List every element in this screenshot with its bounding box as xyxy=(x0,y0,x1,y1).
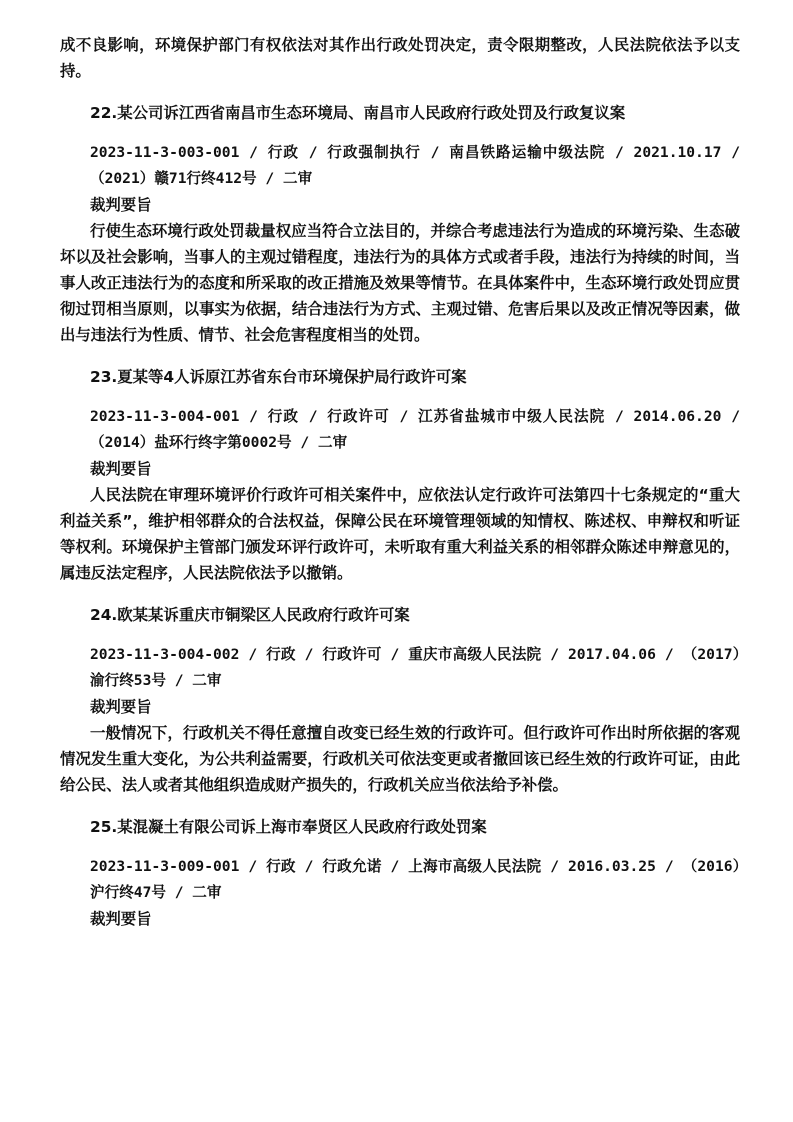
case-body: 一般情况下，行政机关不得任意擅自改变已经生效的行政许可。但行政许可作出时所依据的客观情况发生重大变化，为公共利益需要，行政机关可依法变更或者撤回该已经生效的行政许可证，由此给公民、法人或者其他组织造成财产损失的，行政机关应当依法给予补偿。 xyxy=(60,724,740,794)
case-label: 裁判要旨 xyxy=(90,910,152,928)
case-25 xyxy=(60,814,740,932)
case-24 xyxy=(60,602,740,798)
case-title: 24.欧某某诉重庆市铜梁区人民政府行政许可案 xyxy=(90,606,410,624)
case-meta: 2023-11-3-004-001 / 行政 / 行政许可 / 江苏省盐城市中级人民法院 / 2014.06.20 / （2014）盐环行终字第0002号 / 二审 xyxy=(90,408,740,451)
case-22 xyxy=(60,100,740,348)
case-body: 行使生态环境行政处罚裁量权应当符合立法目的，并综合考虑违法行为造成的环境污染、生态破坏以及社会影响，当事人的主观过错程度，违法行为的具体方式或者手段，违法行为持续的时间，当事人改正违法行为的态度和所采取的改正措施及效果等情节。在具体案件中，生态环境行政处罚应贯彻过罚相当原则，以事实为依据，结合违法行为方式、主观过错、危害后果以及改正情况等因素，做出与违法行为性质、情节、社会危害程度相当的处罚。 xyxy=(60,222,740,344)
case-23 xyxy=(60,364,740,586)
case-title: 23.夏某等4人诉原江苏省东台市环境保护局行政许可案 xyxy=(90,368,467,386)
case-body: 人民法院在审理环境评价行政许可相关案件中，应依法认定行政许可法第四十七条规定的“重大利益关系”，维护相邻群众的合法权益，保障公民在环境管理领域的知情权、陈述权、申辩权和听证等权利。环境保护主管部门颁发环评行政许可，未听取有重大利益关系的相邻群众陈述申辩意见的，属违反法定程序，人民法院依法予以撤销。 xyxy=(60,486,740,582)
case-title: 22.某公司诉江西省南昌市生态环境局、南昌市人民政府行政处罚及行政复议案 xyxy=(90,104,626,122)
case-meta: 2023-11-3-004-002 / 行政 / 行政许可 / 重庆市高级人民法院 / 2017.04.06 / （2017）渝行终53号 / 二审 xyxy=(90,646,740,689)
case-label: 裁判要旨 xyxy=(90,698,152,716)
case-meta: 2023-11-3-009-001 / 行政 / 行政允诺 / 上海市高级人民法院 / 2016.03.25 / （2016）沪行终47号 / 二审 xyxy=(90,858,740,901)
case-meta: 2023-11-3-003-001 / 行政 / 行政强制执行 / 南昌铁路运输中级法院 / 2021.10.17 / （2021）赣71行终412号 / 二审 xyxy=(90,144,740,187)
case-title: 25.某混凝土有限公司诉上海市奉贤区人民政府行政处罚案 xyxy=(90,818,487,836)
case-label: 裁判要旨 xyxy=(90,196,152,214)
intro-paragraph: 成不良影响，环境保护部门有权依法对其作出行政处罚决定，责令限期整改，人民法院依法予以支持。 xyxy=(60,36,740,80)
case-label: 裁判要旨 xyxy=(90,460,152,478)
document-page xyxy=(60,32,740,932)
